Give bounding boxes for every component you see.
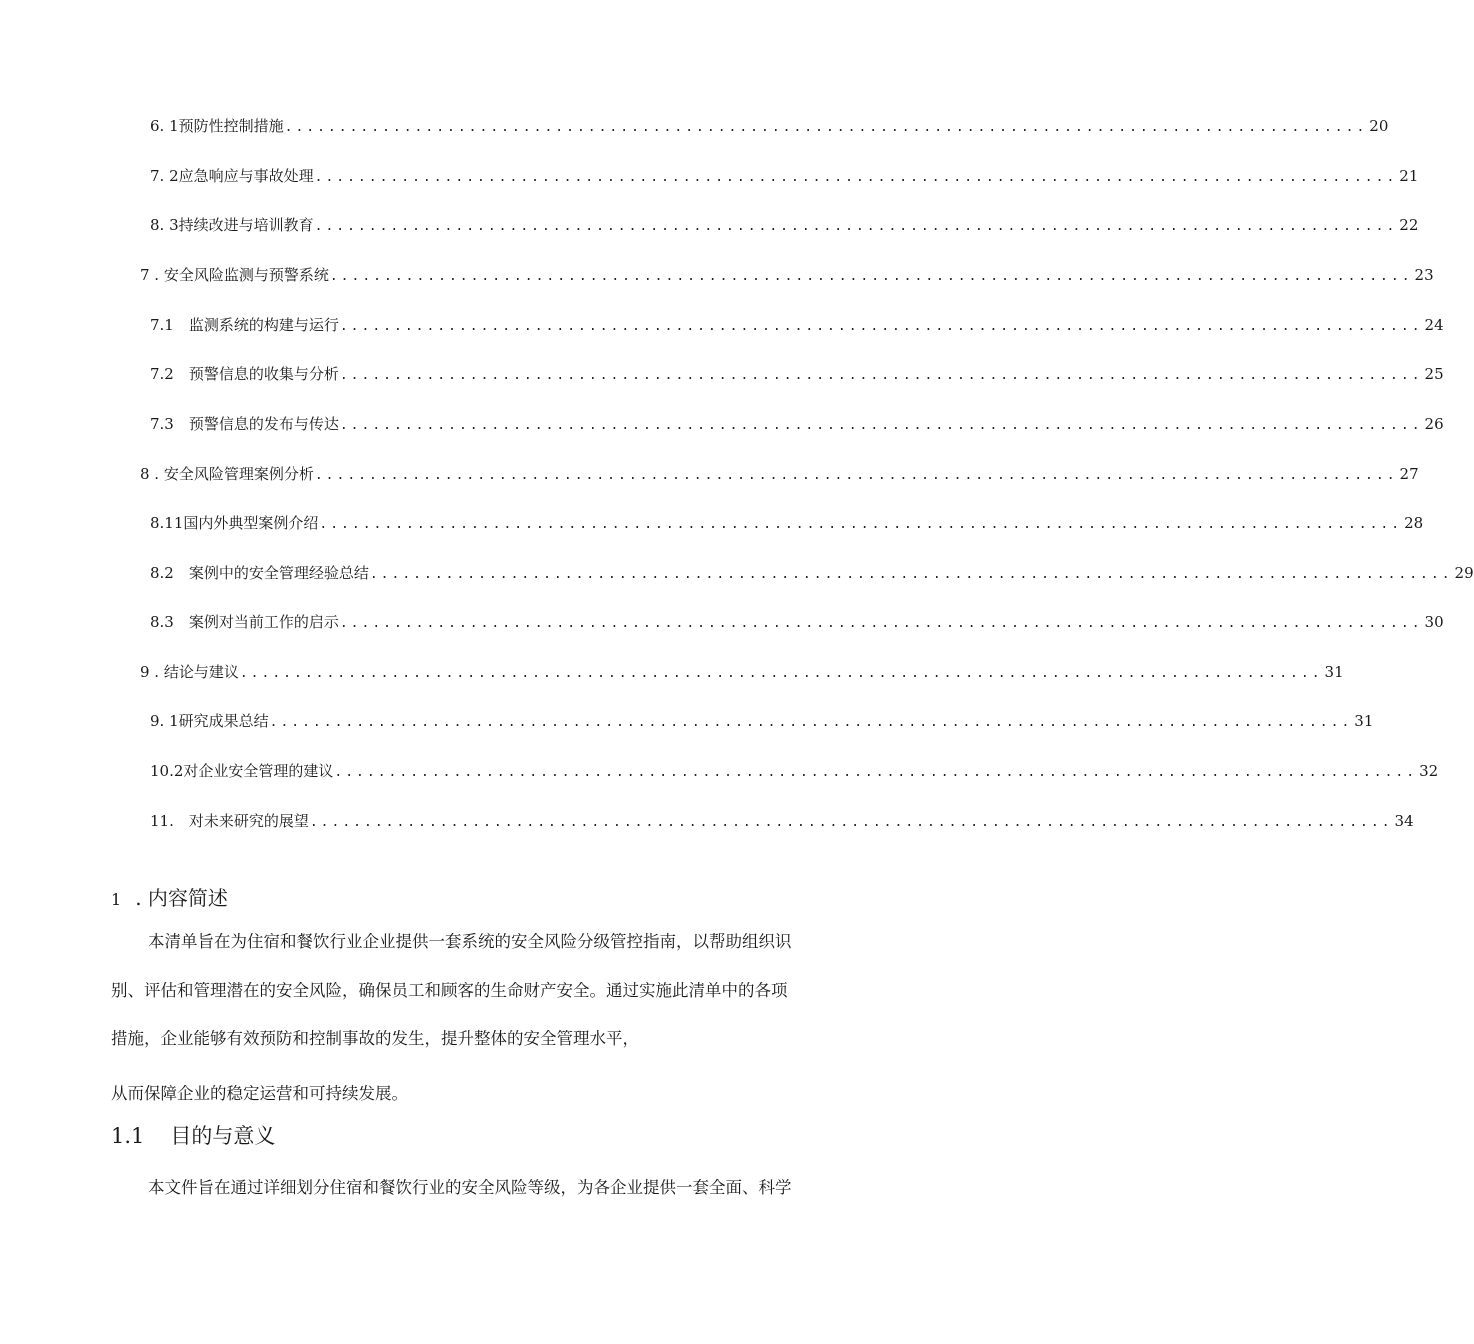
toc-leader-dots: .................................................................................................... xyxy=(269,715,1353,730)
subsection-heading xyxy=(111,1120,275,1150)
toc-entry[interactable] xyxy=(150,115,1389,137)
toc-entry-label: 8.2 案例中的安全管理经验总结 xyxy=(150,564,369,582)
toc-leader-dots: .................................................................................................... xyxy=(339,368,1423,383)
toc-leader-dots: .................................................................................................... xyxy=(339,616,1423,631)
subsection-number: 1.1 xyxy=(111,1124,145,1148)
paragraph-line: 别、评估和管理潜在的安全风险，确保员工和顾客的生命财产安全。通过实施此清单中的各项 xyxy=(111,981,788,1000)
toc-entry-label: 8. 3持续改进与培训教育 xyxy=(150,216,314,234)
toc-leader-dots: .................................................................................................... xyxy=(314,170,1398,185)
section-number: 1 xyxy=(111,890,122,909)
toc-entry-label: 7. 2应急响应与事故处理 xyxy=(150,167,314,185)
toc-entry-page: 34 xyxy=(1394,812,1414,830)
toc-entry-label: 8.11国内外典型案例介绍 xyxy=(150,514,319,532)
toc-entry-page: 31 xyxy=(1354,712,1374,730)
toc-leader-dots: .................................................................................................... xyxy=(319,517,1403,532)
toc-leader-dots: .................................................................................................... xyxy=(334,765,1418,780)
toc-entry-label: 9 . 结论与建议 xyxy=(140,663,239,681)
toc-leader-dots: .................................................................................................... xyxy=(314,468,1398,483)
toc-entry-label: 7.3 预警信息的发布与传达 xyxy=(150,415,339,433)
toc-entry-label: 6. 1预防性控制措施 xyxy=(150,117,284,135)
toc-entry-label: 8 . 安全风险管理案例分析 xyxy=(140,465,314,483)
toc-entry[interactable] xyxy=(150,214,1419,236)
toc-entry-label: 10.2对企业安全管理的建议 xyxy=(150,762,334,780)
toc-entry-page: 23 xyxy=(1414,266,1434,284)
section-heading xyxy=(111,882,228,911)
toc-entry-label: 11. 对未来研究的展望 xyxy=(150,812,309,830)
toc-entry[interactable] xyxy=(140,463,1419,485)
toc-leader-dots: .................................................................................................... xyxy=(284,120,1368,135)
toc-entry[interactable] xyxy=(150,810,1414,832)
toc-entry[interactable] xyxy=(150,760,1439,782)
toc-entry-page: 30 xyxy=(1424,613,1444,631)
toc-entry-label: 8.3 案例对当前工作的启示 xyxy=(150,613,339,631)
toc-entry-page: 24 xyxy=(1424,316,1444,334)
toc-leader-dots: .................................................................................................... xyxy=(239,666,1323,681)
toc-entry-label: 7.2 预警信息的收集与分析 xyxy=(150,365,339,383)
toc-leader-dots: .................................................................................................... xyxy=(329,269,1413,284)
paragraph-line: 本文件旨在通过详细划分住宿和餐饮行业的安全风险等级，为各企业提供一套全面、科学 xyxy=(148,1178,792,1197)
section-title: . 内容简述 xyxy=(135,886,228,910)
toc-leader-dots: .................................................................................................... xyxy=(314,219,1398,234)
toc-entry[interactable] xyxy=(150,512,1424,534)
toc-entry[interactable] xyxy=(150,413,1444,435)
paragraph-line: 措施，企业能够有效预防和控制事故的发生，提升整体的安全管理水平， xyxy=(111,1029,639,1048)
toc-entry[interactable] xyxy=(150,611,1444,633)
toc-entry-page: 25 xyxy=(1424,365,1444,383)
toc-entry-label: 7.1 监测系统的构建与运行 xyxy=(150,316,339,334)
toc-entry-label: 9. 1研究成果总结 xyxy=(150,712,269,730)
toc-entry[interactable] xyxy=(150,314,1444,336)
toc-entry[interactable] xyxy=(150,710,1374,732)
toc-entry-page: 27 xyxy=(1399,465,1419,483)
toc-leader-dots: .................................................................................................... xyxy=(309,815,1393,830)
toc-entry[interactable] xyxy=(150,562,1474,584)
toc-entry-page: 28 xyxy=(1404,514,1424,532)
toc-entry[interactable] xyxy=(140,661,1344,683)
paragraph-line: 本清单旨在为住宿和餐饮行业企业提供一套系统的安全风险分级管控指南，以帮助组织识 xyxy=(148,932,792,951)
toc-entry[interactable] xyxy=(150,363,1444,385)
toc-entry-page: 21 xyxy=(1399,167,1419,185)
toc-entry-label: 7 . 安全风险监测与预警系统 xyxy=(140,266,329,284)
toc-entry-page: 32 xyxy=(1419,762,1439,780)
toc-leader-dots: .................................................................................................... xyxy=(339,319,1423,334)
toc-entry[interactable] xyxy=(140,264,1434,286)
paragraph-line: 从而保障企业的稳定运营和可持续发展。 xyxy=(111,1084,408,1103)
toc-entry-page: 26 xyxy=(1424,415,1444,433)
toc-leader-dots: .................................................................................................... xyxy=(339,418,1423,433)
toc-entry[interactable] xyxy=(150,165,1419,187)
toc-entry-page: 29 xyxy=(1454,564,1474,582)
toc-entry-page: 31 xyxy=(1324,663,1344,681)
toc-leader-dots: .................................................................................................... xyxy=(369,567,1453,582)
subsection-title: 目的与意义 xyxy=(170,1124,276,1148)
toc-entry-page: 22 xyxy=(1399,216,1419,234)
toc-entry-page: 20 xyxy=(1369,117,1389,135)
